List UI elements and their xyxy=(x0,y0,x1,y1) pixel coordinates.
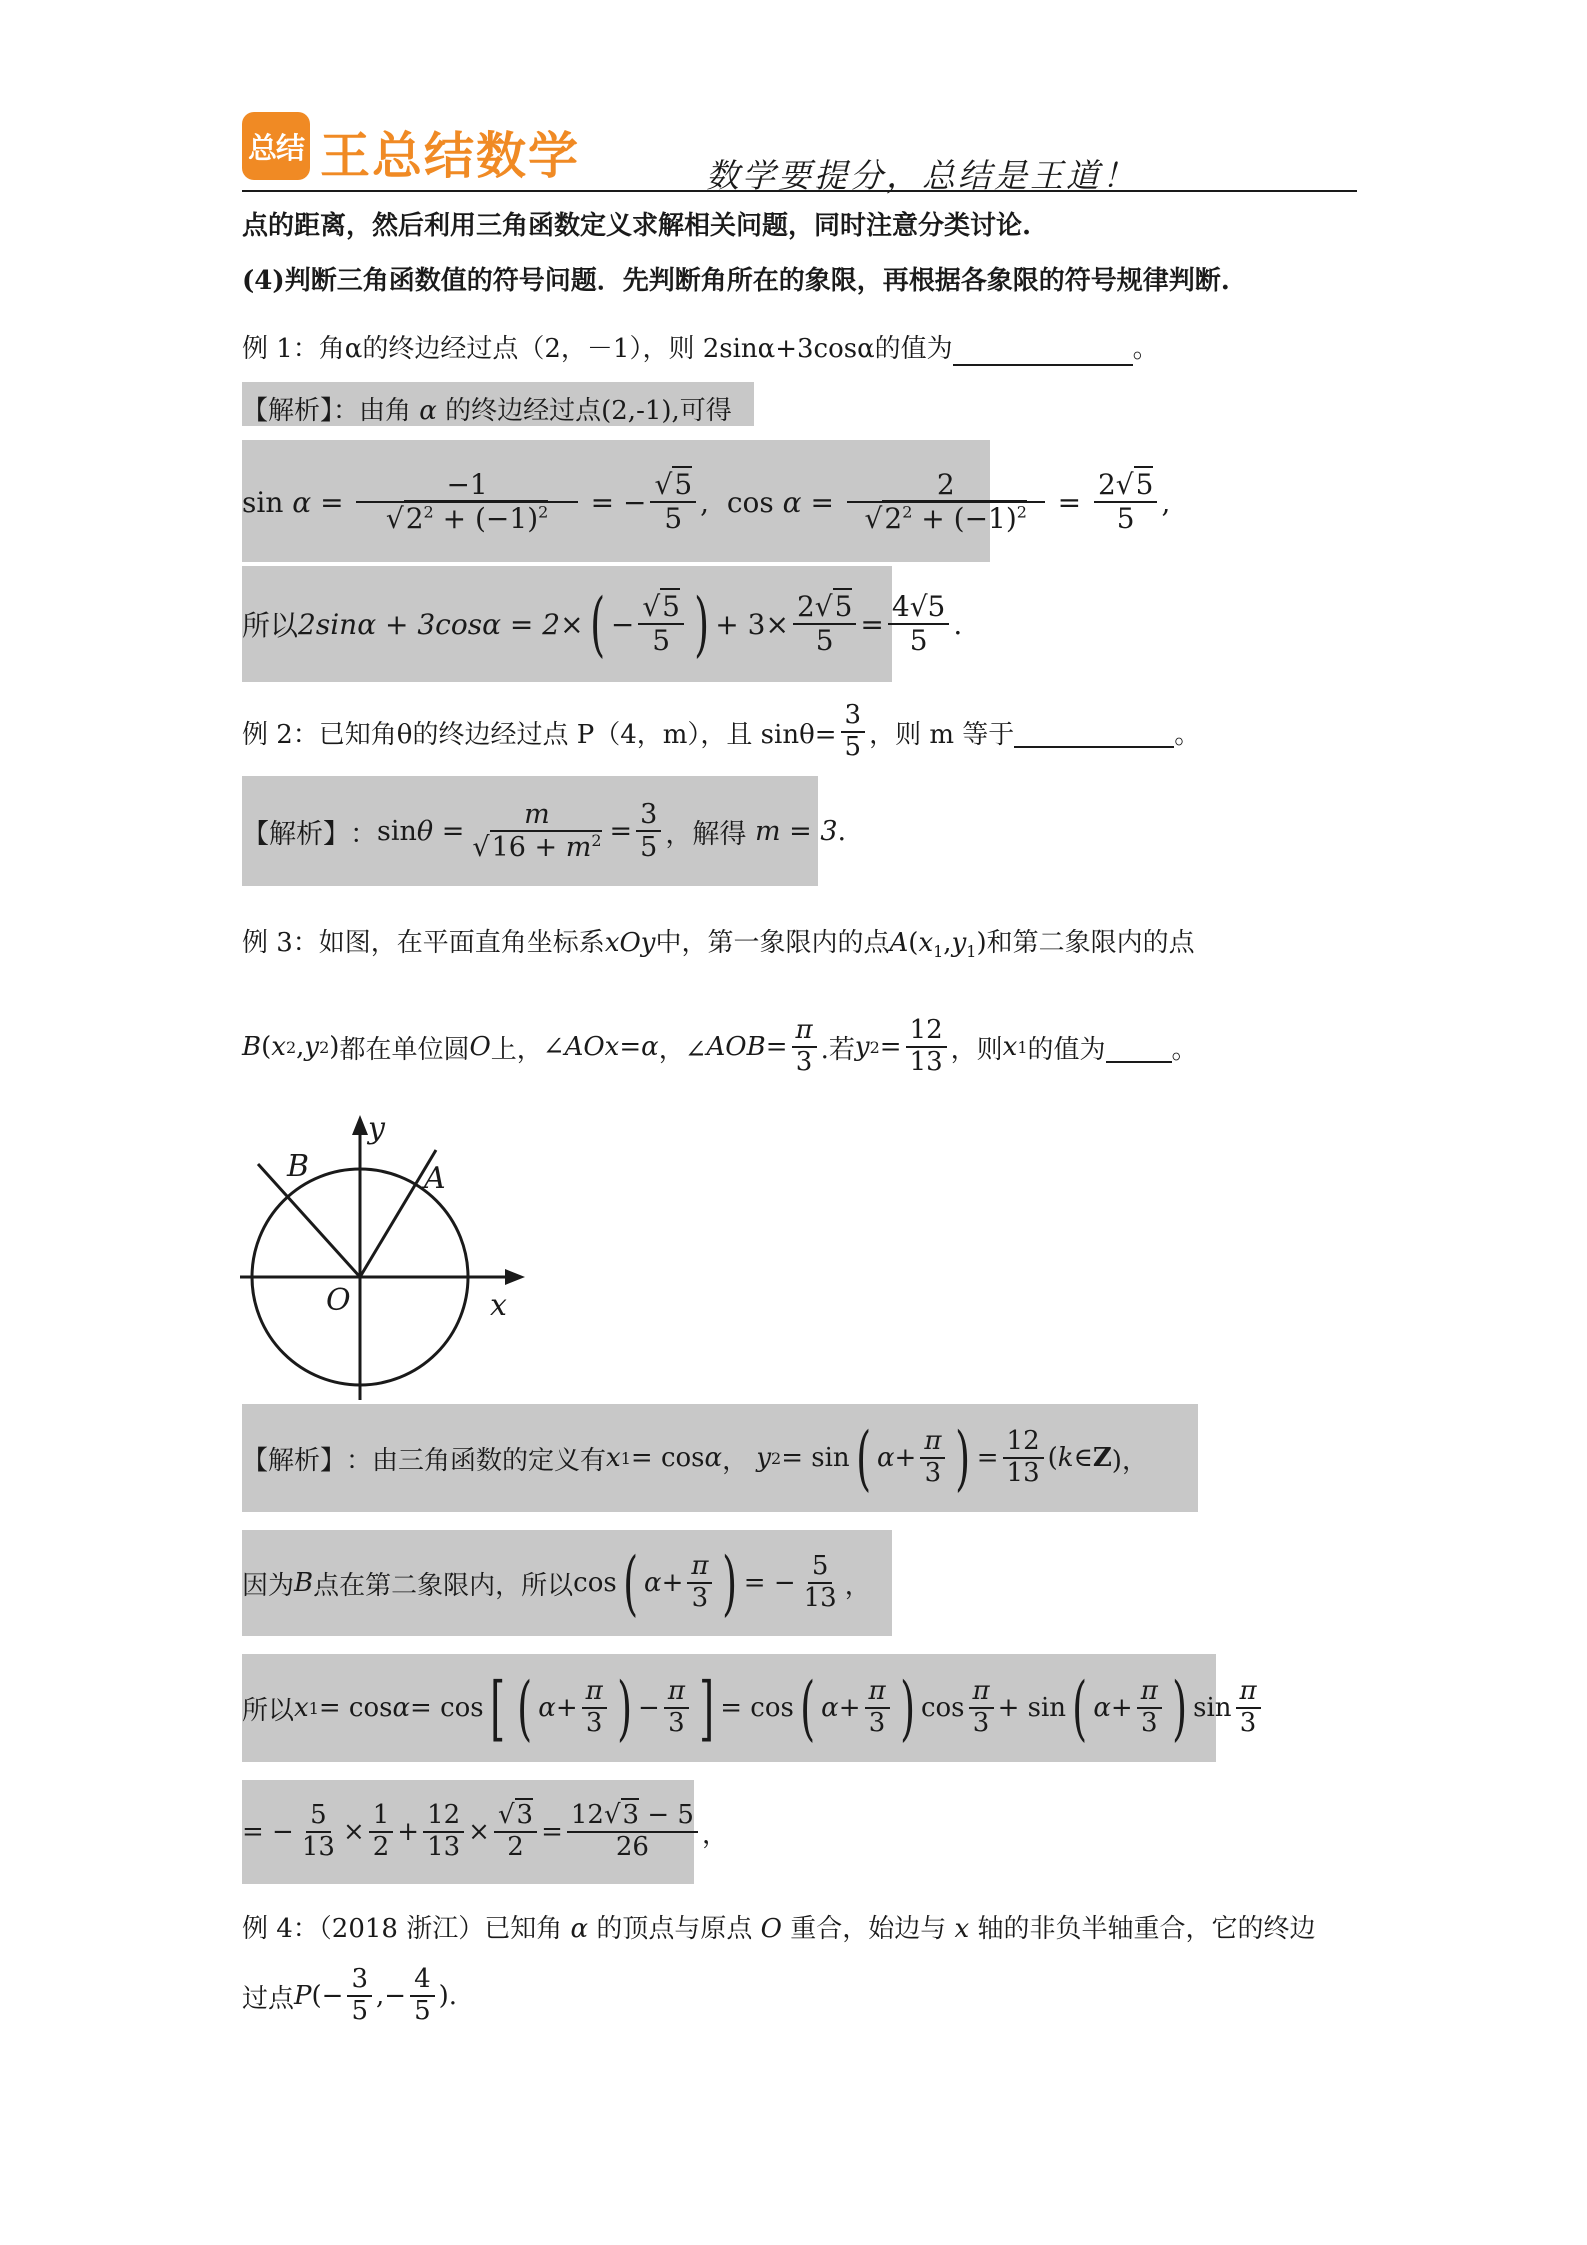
fraction-12-13 xyxy=(1003,1427,1044,1489)
example-3-end: 。 xyxy=(1171,1034,1198,1065)
example-2-question xyxy=(242,696,1200,768)
denominator: 5 xyxy=(664,502,683,535)
denominator: 13 xyxy=(803,1583,837,1613)
colon: ： xyxy=(350,818,377,850)
denominator: 5 xyxy=(815,624,834,657)
numerator: −1 xyxy=(356,469,577,503)
denominator: $√16 + m^2$ xyxy=(472,831,602,863)
analysis-3-line-3: 所以 x 1 = cos α = cos [ ( α + $\frac{\pi}{3}$ ) − $\frac{\pi}{3}$ ] = cos ( α + $\frac{\pi}{3}$ ) cos $\frac{\pi}{3}$ + sin ( α + $\frac{\pi}{3}$ ) sin $\frac{\pi}{3}$ xyxy=(242,1654,1265,1762)
cos-label: cos xyxy=(726,485,774,519)
example-4-text-2: 的顶点与原点 xyxy=(596,1914,753,1944)
analysis-tag: 【解析】 xyxy=(242,818,350,850)
text: .若 xyxy=(820,1034,855,1065)
analysis-3: 【解析】 ：由三角函数的定义有 x 1 = cos α ， y 2 = sin ( α + $\frac{\pi}{3}$ ) = $\frac{12}{13}$ ( k ∈ Z )， xyxy=(242,1416,1148,1499)
denominator: 5 xyxy=(652,624,671,657)
denominator: 3 xyxy=(585,1708,603,1738)
fraction-pi-3 xyxy=(1236,1677,1261,1739)
fraction-sin xyxy=(356,469,577,535)
fraction-3-5 xyxy=(636,799,661,863)
denominator: 13 xyxy=(427,1832,461,1862)
numerator: m xyxy=(520,799,554,832)
denominator: 5 xyxy=(640,832,658,863)
numerator: 12 xyxy=(906,1016,947,1048)
denominator: 3 xyxy=(795,1047,813,1077)
fraction-1-2 xyxy=(369,1801,394,1863)
paren-right: ) xyxy=(955,1416,971,1499)
denominator: 5 xyxy=(351,1996,368,2026)
fraction xyxy=(638,591,684,657)
example-3-text: 例 3：如图，在平面直角坐标系 xyxy=(242,928,605,958)
answer: m = 3 xyxy=(754,815,838,847)
fraction-m xyxy=(468,799,605,863)
fraction-cos xyxy=(847,469,1045,535)
example-4-text-4: 轴的非负半轴重合，它的终边 xyxy=(977,1914,1316,1944)
so-label: 所以 xyxy=(242,609,299,642)
answer-blank xyxy=(953,334,1133,366)
example-4-question: 例 4：（2018 浙江）已知角 α 的顶点与原点 O 重合，始边与 x 轴的非负半轴重合，它的终边 xyxy=(242,1914,1316,1944)
text: 过点 xyxy=(242,1983,295,2014)
text: 都在单位圆 xyxy=(339,1034,470,1065)
denominator: 3 xyxy=(868,1708,886,1738)
text: 所以 xyxy=(242,1695,295,1726)
numerator: 2 xyxy=(847,469,1045,503)
analysis-text: ：由角 xyxy=(333,396,412,426)
denominator: 5 xyxy=(909,624,928,657)
example-4-line-2: 过点 P (− $\frac{3}{5}$ ,− $\frac{4}{5}$ ). xyxy=(242,1964,458,2026)
denominator: 3 xyxy=(1239,1708,1257,1738)
formula-sin-cos: sin α = $\frac{-1}{√2^2 + (-1)^2}$ = − $\frac{√5}{5}$ , cos α = $\frac{2}{√2^2 + (-1)^2}$ = $\frac{2√5}{5}$ , xyxy=(242,467,1171,535)
denominator: $√2^2 + (-1)^2$ xyxy=(385,502,549,535)
x-axis-arrow xyxy=(505,1269,525,1285)
paren-right: ) xyxy=(616,1666,632,1749)
bracket-left: [ xyxy=(489,1666,505,1749)
paren-left: ( xyxy=(1072,1666,1088,1749)
denominator: 13 xyxy=(1006,1458,1040,1488)
numerator: 3 xyxy=(347,1965,372,1997)
denominator: 3 xyxy=(668,1708,685,1738)
label-x: x xyxy=(490,1288,507,1323)
numerator: 12 xyxy=(423,1801,464,1833)
example-3-question: 例 3：如图，在平面直角坐标系xOy中，第一象限内的点$A(x_1,y_1)$和第二象限内的点 xyxy=(242,928,1195,962)
numerator: √5 xyxy=(638,591,684,625)
fraction-pi-3 xyxy=(687,1552,712,1614)
analysis-text: ：由三角函数的定义有 xyxy=(346,1445,607,1476)
fraction-12-13 xyxy=(423,1801,464,1863)
paren-right: ) xyxy=(694,582,710,665)
numerator: 3 xyxy=(841,701,866,733)
example-2-text: 例 2：已知角θ的终边经过点 P（4，m），且 sinθ= xyxy=(242,719,837,750)
fraction-12-13 xyxy=(906,1016,947,1078)
answer-blank xyxy=(1106,1031,1172,1063)
numerator: 12 xyxy=(1003,1427,1044,1459)
example-1-question xyxy=(242,328,1159,366)
text: 因为 xyxy=(242,1570,295,1601)
numerator: 1 xyxy=(369,1801,394,1833)
label-A: A xyxy=(424,1161,446,1196)
denominator: 2 xyxy=(372,1832,390,1862)
paren-left: ( xyxy=(517,1666,533,1749)
fraction-root3-2 xyxy=(494,1801,537,1863)
example-2-end: 。 xyxy=(1174,719,1201,750)
analysis-1-header xyxy=(242,390,732,427)
denominator: 3 xyxy=(1140,1708,1158,1738)
denominator: 3 xyxy=(691,1583,709,1613)
fraction-pi-3 xyxy=(664,1677,689,1739)
numerator: π xyxy=(664,1677,689,1709)
fraction-pi-3 xyxy=(920,1427,945,1489)
solve-text: ，解得 xyxy=(665,818,747,850)
label-B: B xyxy=(287,1149,310,1184)
paren-right: ) xyxy=(1171,1666,1187,1749)
expression: 2sinα + 3cosα = 2× xyxy=(298,607,584,641)
example-3-line-2: B ( x 2 , y 2 ) 都在单位圆 O 上， ∠ AOx = α ，∠ AOB = $\frac{\pi}{3}$ .若 y 2 = $\frac{12}{13}$ ，则 x 1 的值为 。 xyxy=(242,1015,1198,1077)
denominator: 3 xyxy=(972,1708,990,1738)
paren-left: ( xyxy=(622,1541,638,1624)
denominator: 5 xyxy=(1116,502,1135,535)
example-4-text-3: 重合，始边与 xyxy=(790,1914,947,1944)
numerator: 4√5 xyxy=(888,591,949,625)
fraction-pi-3 xyxy=(1137,1677,1162,1739)
paren-left: ( xyxy=(855,1416,871,1499)
fraction xyxy=(793,591,856,657)
fraction-3-5 xyxy=(841,701,866,763)
fraction-3-5 xyxy=(347,1965,372,2027)
fraction-2root5 xyxy=(1094,469,1157,535)
fraction-5-13 xyxy=(298,1801,339,1863)
fraction-pi-3 xyxy=(792,1016,817,1078)
fraction-result xyxy=(567,1801,698,1863)
numerator: 2√5 xyxy=(793,591,856,625)
brand-name: 王总结数学 xyxy=(320,127,580,185)
text: 的值为 xyxy=(1027,1034,1106,1065)
denominator: $√2^2 + (-1)^2$ xyxy=(864,502,1027,535)
analysis-2: 【解析】 ： sin θ = $\frac{m}{√16 + m^2}$ = $\frac{3}{5}$ ，解得 m = 3 . xyxy=(242,798,847,863)
numerator: 3 xyxy=(636,799,661,832)
fraction-5-13 xyxy=(800,1552,841,1614)
label-O: O xyxy=(326,1283,351,1318)
text: 点在第二象限内，所以 xyxy=(313,1570,574,1601)
paren-left: ( xyxy=(800,1666,816,1749)
numerator: 2√5 xyxy=(1094,469,1157,503)
intro-line-1: 点的距离，然后利用三角函数定义求解相关问题，同时注意分类讨论. xyxy=(242,211,1032,241)
example-2-text-2: ，则 m 等于 xyxy=(869,719,1015,750)
text: 上， xyxy=(490,1034,543,1065)
header-divider xyxy=(242,190,1357,192)
formula-result: 所以 2sinα + 3cosα = 2× ( − $\frac{√5}{5}$ ) + 3× $\frac{2√5}{5}$ = $\frac{4√5}{5}$ . xyxy=(242,582,963,665)
numerator: π xyxy=(969,1677,994,1709)
numerator: 5 xyxy=(306,1801,331,1833)
fraction-pi-3 xyxy=(582,1677,607,1739)
logo-icon: 总结 xyxy=(242,112,310,180)
fraction-result xyxy=(888,591,949,657)
numerator: π xyxy=(1236,1677,1261,1709)
example-4-text: 例 4：（2018 浙江）已知角 xyxy=(242,1914,563,1944)
slogan: 数学要提分，总结是王道！ xyxy=(706,156,1138,195)
denominator: 5 xyxy=(414,1996,431,2026)
alpha-symbol: α xyxy=(419,396,437,426)
y-axis-arrow xyxy=(352,1115,368,1135)
numerator: 12√3 − 5 xyxy=(567,1801,698,1833)
answer-blank xyxy=(1014,716,1174,748)
example-3-text-2: 中，第一象限内的点 xyxy=(655,928,890,958)
denominator: 3 xyxy=(924,1458,942,1488)
numerator: π xyxy=(582,1677,607,1709)
numerator: π xyxy=(865,1677,890,1709)
paren-right: ) xyxy=(722,1541,738,1624)
fraction-4-5 xyxy=(410,1965,435,2027)
numerator: 5 xyxy=(808,1552,833,1584)
fraction-pi-3 xyxy=(865,1677,890,1739)
denominator: 5 xyxy=(844,732,862,762)
unit-circle-figure xyxy=(240,1110,540,1410)
example-1-end: 。 xyxy=(1132,334,1159,364)
example-3-text-3: 和第二象限内的点 xyxy=(986,928,1195,958)
intro-line-2: (4)判断三角函数值的符号问题．先判断角所在的象限，再根据各象限的符号规律判断. xyxy=(242,266,1230,296)
numerator: 4 xyxy=(410,1965,435,1997)
paren-left: ( xyxy=(589,582,605,665)
numerator: √5 xyxy=(650,469,696,503)
numerator: π xyxy=(1137,1677,1162,1709)
text: ，则 xyxy=(950,1034,1003,1065)
numerator: π xyxy=(687,1552,712,1584)
analysis-tag: 【解析】 xyxy=(242,1445,347,1476)
paren-right: ) xyxy=(899,1666,915,1749)
bracket-right: ] xyxy=(699,1666,715,1749)
analysis-3-line-2: 因为 B 点在第二象限内，所以 cos ( α + $\frac{\pi}{3}$ ) = − $\frac{5}{13}$ ， xyxy=(242,1541,871,1624)
analysis-tag: 【解析】 xyxy=(242,396,334,426)
sin-label: sin xyxy=(242,485,284,519)
denominator: 13 xyxy=(301,1832,335,1862)
example-1-text: 例 1：角α的终边经过点（2，－1），则 2sinα+3cosα的值为 xyxy=(242,334,953,364)
numerator: √3 xyxy=(494,1801,537,1833)
fraction-pi-3 xyxy=(969,1677,994,1739)
denominator: 2 xyxy=(507,1832,524,1862)
numerator: π xyxy=(920,1427,945,1459)
label-y: y xyxy=(368,1111,385,1146)
analysis-3-line-4: = − $\frac{5}{13}$ × $\frac{1}{2}$ + $\frac{12}{13}$ × $\frac{√3}{2}$ = $\frac{12√3 - 5}{26}$ ， xyxy=(242,1800,728,1862)
numerator: π xyxy=(792,1016,817,1048)
denominator: 26 xyxy=(615,1832,649,1862)
analysis-text-2: 的终边经过点(2,-1),可得 xyxy=(445,396,732,426)
denominator: 13 xyxy=(909,1047,943,1077)
fraction-root5 xyxy=(650,469,696,535)
